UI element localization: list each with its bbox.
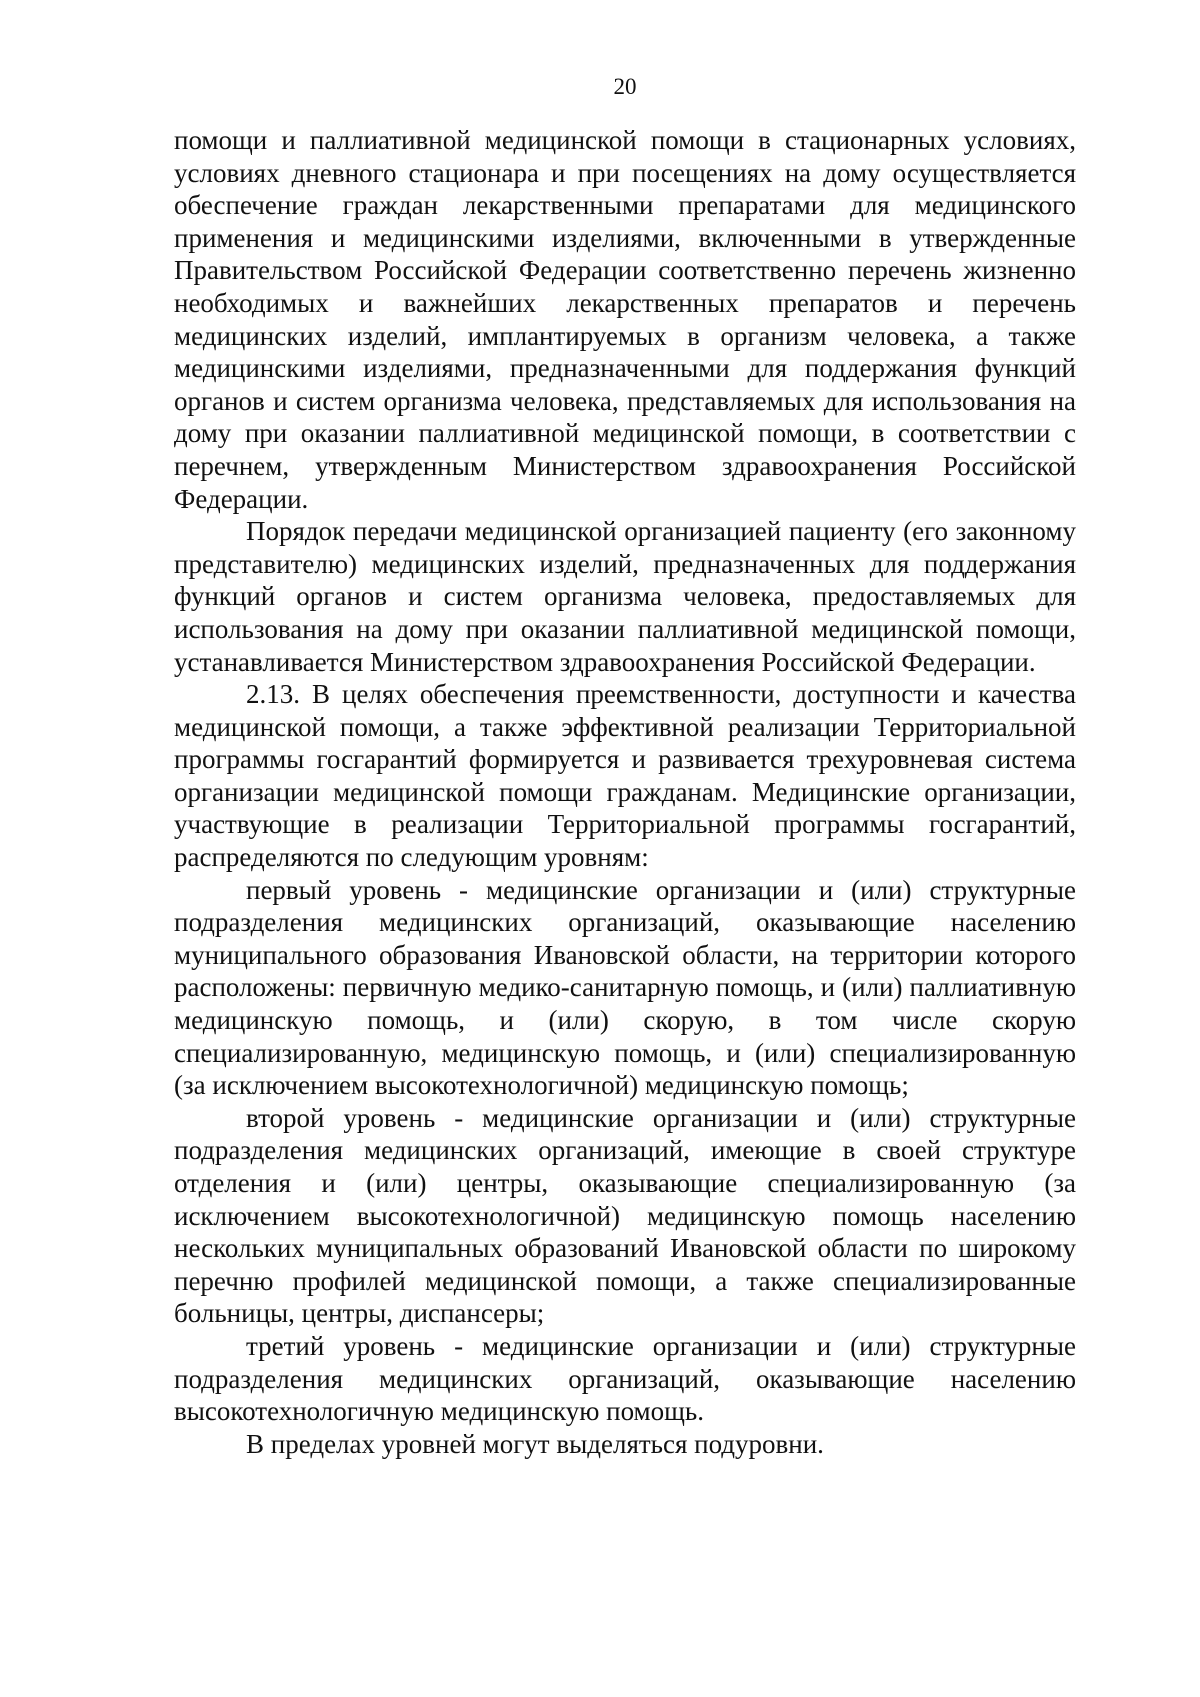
paragraph-continuation: помощи и паллиативной медицинской помощи в стационарных условиях, условиях дневного стационара и при посещениях на дому осуществляется обеспечение граждан лекарственными препаратами для медицинского применения и медицинскими изделиями, включенными в утвержденные Правительством Российской Федерации соответственно перечень жизненно необходимых и важнейших лекарственных препаратов и перечень медицинских изделий, имплантируемых в организм человека, а также медицинскими изделиями, предназначенными для поддержания функций органов и систем организма человека, представляемых для использования на дому при оказании паллиативной медицинской помощи, в соответствии с перечнем, утвержденным Министерством здравоохранения Российской Федерации. [174, 125, 1076, 514]
paragraph-sublevels: В пределах уровней могут выделяться подуровни. [246, 1428, 824, 1459]
paragraph-level-1: первый уровень - медицинские организации и (или) структурные подразделения медицинских организаций, оказывающие населению муниципального образования Ивановской области, на территории которого расположены: первичную медико-санитарную помощь, и (или) паллиативную медицинскую помощь, и (или) скорую, в том числе скорую специализированную, медицинскую помощь, и (или) специализированную (за исключением высокотехнологичной) медицинскую помощь; [174, 874, 1076, 1101]
paragraph-level-2: второй уровень - медицинские организации и (или) структурные подразделения медицинских организаций, имеющие в своей структуре отделения и (или) центры, оказывающие специализированную (за исключением высокотехнологичной) медицинскую помощь населению нескольких муниципальных образований Ивановской области по широкому перечню профилей медицинской помощи, а также специализированные больницы, центры, диспансеры; [174, 1102, 1076, 1329]
page-number: 20 [613, 74, 637, 99]
paragraph-transfer-procedure: Порядок передачи медицинской организацией пациенту (его законному представителю) медицинских изделий, предназначенных для поддержания функций органов и систем организма человека, предоставляемых для использования на дому при оказании паллиативной медицинской помощи, устанавливается Министерством здравоохранения Российской Федерации. [174, 516, 1076, 677]
document-body [174, 124, 1076, 1460]
paragraph-clause-2-13: 2.13. В целях обеспечения преемственности, доступности и качества медицинской помощи, а также эффективной реализации Территориальной программы госгарантий формируется и развивается трехуровневая система организации медицинской помощи гражданам. Медицинские организации, участвующие в реализации Территориальной программы госгарантий, распределяются по следующим уровням: [174, 679, 1076, 873]
paragraph-level-3: третий уровень - медицинские организации и (или) структурные подразделения медицинских организаций, оказывающие населению высокотехнологичную медицинскую помощь. [174, 1330, 1076, 1427]
